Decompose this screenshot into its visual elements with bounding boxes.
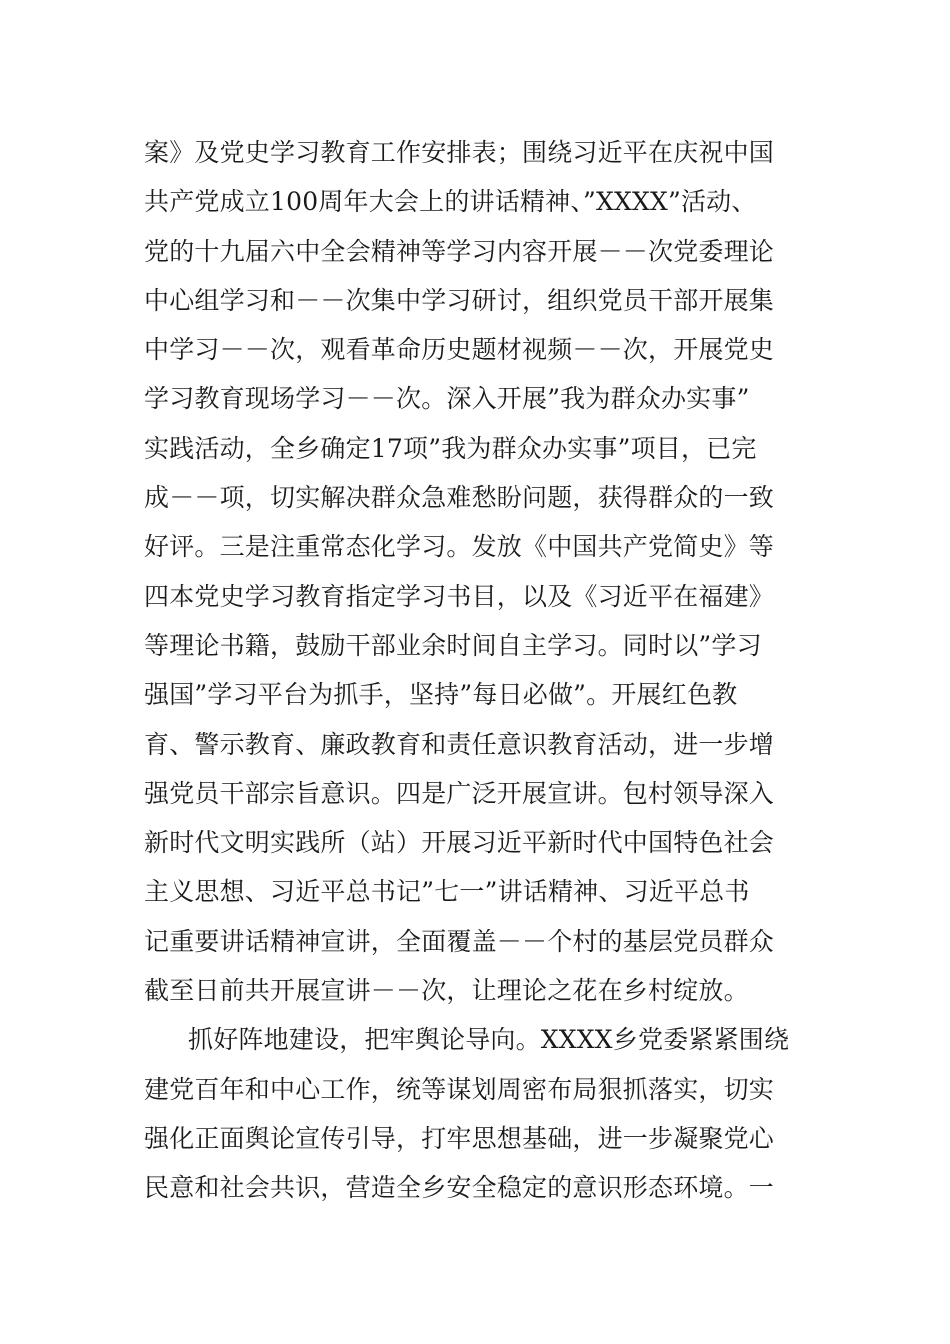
text-line: 主义思想、习近平总书记”七一”讲话精神、习近平总书 (144, 877, 750, 907)
text-line: 民意和社会共识，营造全乡安全稳定的意识形态环境。一 (144, 1173, 775, 1203)
text-line: 四本党史学习教育指定学习书目，以及《习近平在福建》 (144, 581, 775, 611)
body-text (144, 128, 814, 1213)
text-line: 学习教育现场学习－－次。深入开展”我为群众办实事” (144, 384, 750, 414)
text-line: 强国”学习平台为抓手，坚持”每日必做”。开展红色教 (144, 680, 738, 710)
text-line: 中心组学习和－－次集中学习研讨，组织党员干部开展集 (144, 285, 775, 315)
text-line: 强党员干部宗旨意识。四是广泛开展宣讲。包村领导深入 (144, 778, 775, 808)
text-line: 建党百年和中心工作，统等谋划周密布局狠抓落实，切实 (144, 1074, 775, 1104)
paragraph-first-line: 抓好阵地建设，把牢舆论导向。XXXX乡党委紧紧围绕 (188, 1025, 790, 1055)
text-line: 强化正面舆论宣传引导，打牢思想基础，进一步凝聚党心 (144, 1123, 775, 1153)
text-line: 实践活动，全乡确定17项”我为群众办实事”项目，已完 (144, 433, 757, 463)
text-line: 截至日前共开展宣讲－－次，让理论之花在乡村绽放。 (144, 976, 749, 1006)
text-line: 成－－项，切实解决群众急难愁盼问题，获得群众的一致 (144, 483, 775, 513)
text-line: 案》及党史学习教育工作安排表；围绕习近平在庆祝中国 (144, 138, 775, 167)
text-line: 等理论书籍，鼓励干部业余时间自主学习。同时以”学习 (144, 630, 762, 660)
text-line: 中学习－－次，观看革命历史题材视频－－次，开展党史 (144, 335, 775, 365)
text-line: 记重要讲话精神宣讲，全面覆盖－－个村的基层党员群众 (144, 926, 775, 956)
text-line: 育、警示教育、廉政教育和责任意识教育活动，进一步增 (144, 729, 775, 759)
text-line: 共产党成立100周年大会上的讲话精神、”XXXX”活动、 (144, 187, 757, 217)
text-line: 党的十九届六中全会精神等学习内容开展－－次党委理论 (144, 236, 775, 266)
text-line: 好评。三是注重常态化学习。发放《中国共产党简史》等 (144, 532, 775, 562)
text-line: 新时代文明实践所（站）开展习近平新时代中国特色社会 (144, 828, 775, 858)
